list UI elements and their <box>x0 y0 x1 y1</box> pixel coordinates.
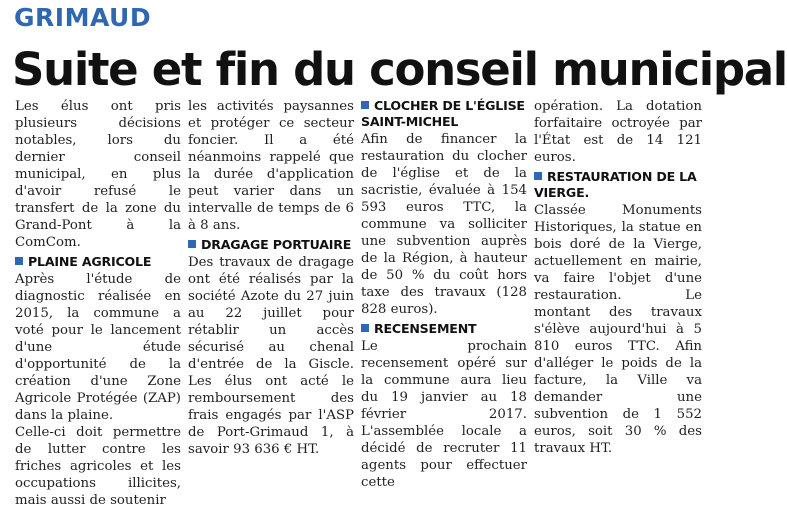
subheading-plaine-agricole <box>15 254 181 270</box>
paragraph: opération. La dotation forfaitaire octroyée par l'État est de 14 121 euros. <box>534 99 702 165</box>
square-bullet-icon <box>188 240 196 248</box>
subheading-text: CLOCHER DE L'ÉGLISE SAINT-MICHEL <box>361 98 525 129</box>
subheading-text: PLAINE AGRICOLE <box>28 254 152 269</box>
column-4 <box>534 98 702 456</box>
paragraph: Celle-ci doit permettre de lutter contre les friches agricoles et les occupations illicites, mais aussi de soutenir <box>15 425 181 508</box>
paragraph: Après l'étude de diagnostic réalisée en 2015, la commune a voté pour le lancement d'une étude d'opportunité de la création d'une Zone Agricole Protégée (ZAP) dans la plaine. <box>15 272 181 423</box>
square-bullet-icon <box>361 101 369 109</box>
subheading-text: DRAGAGE PORTUAIRE <box>201 237 352 252</box>
paragraph: les activités paysannes et protéger ce secteur foncier. Il a été néanmoins rappelé que la durée d'application peut varier dans un intervalle de temps de 6 à 8 ans. <box>188 99 354 233</box>
subheading-text: RESTAURATION DE LA VIERGE. <box>534 169 697 200</box>
intro-paragraph: Les élus ont pris plusieurs décisions notables, lors du dernier conseil municipal, en plus d'avoir refusé le transfert de la zone du Grand-Pont à la ComCom. <box>15 99 181 250</box>
subheading-clocher <box>361 98 527 130</box>
paragraph: Des travaux de dragage ont été réalisés par la société Azote du 27 juin au 22 juillet pour rétablir un accès sécurisé au chenal d'entrée de la Giscle. Les élus ont acté le remboursement des frais engagés par l'ASP de Port-Grimaud 1, à savoir 93 636 € HT. <box>188 255 354 457</box>
square-bullet-icon <box>15 257 23 265</box>
column-1 <box>15 98 181 508</box>
column-3 <box>361 98 527 490</box>
subheading-dragage-portuaire <box>188 237 354 253</box>
column-2 <box>188 98 354 457</box>
section-label: GRIMAUD <box>14 3 152 32</box>
paragraph: Classée Monuments Historiques, la statue en bois doré de la Vierge, actuellement en mairie, va faire l'objet d'une restauration. Le montant des travaux s'élève aujourd'hui à 5 810 euros TTC. Afin d'alléger le poids de la facture, la Ville va demander une subvention de 1 552 euros, soit 30 % des travaux HT. <box>534 203 702 456</box>
subheading-text: RECENSEMENT <box>374 321 477 336</box>
paragraph: Le prochain recensement opéré sur la commune aura lieu du 19 janvier au 18 février 2017. L'assemblée locale a décidé de recruter 11 agents pour effectuer cette <box>361 339 527 490</box>
subheading-recensement <box>361 321 527 337</box>
paragraph: Afin de financer la restauration du clocher de l'église et de la sacristie, évaluée à 154 593 euros TTC, la commune va solliciter une subvention auprès de la Région, à hauteur de 50 % du coût hors taxe des travaux (128 828 euros). <box>361 132 527 317</box>
square-bullet-icon <box>361 324 369 332</box>
subheading-restauration <box>534 169 702 201</box>
headline: Suite et fin du conseil municipal <box>12 43 787 96</box>
square-bullet-icon <box>534 172 542 180</box>
